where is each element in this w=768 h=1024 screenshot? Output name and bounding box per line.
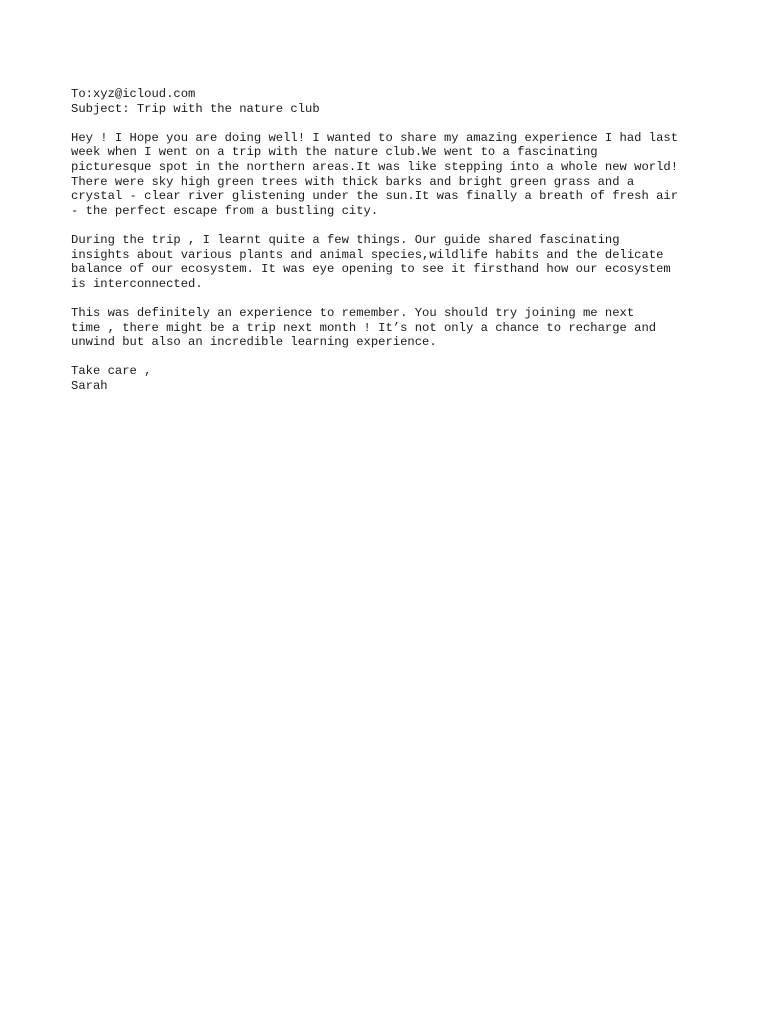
email-document <box>71 87 711 393</box>
paragraph-line: This was definitely an experience to remember. You should try joining me next <box>71 305 635 320</box>
paragraph-line: During the trip , I learnt quite a few things. Our guide shared fascinating <box>71 232 620 247</box>
paragraph-line: crystal - clear river glistening under the sun.It was finally a breath of fresh air <box>71 189 679 204</box>
paragraph-1 <box>71 131 711 219</box>
paragraph-line: picturesque spot in the northern areas.It was like stepping into a whole new world! <box>71 159 679 174</box>
paragraph-line: - the perfect escape from a bustling city. <box>71 203 379 218</box>
paragraph-3 <box>71 306 711 350</box>
paragraph-line: Hey ! I Hope you are doing well! I wanted to share my amazing experience I had last <box>71 130 679 145</box>
paragraph-line: week when I went on a trip with the nature club.We went to a fascinating <box>71 145 598 160</box>
paragraph-line: insights about various plants and animal species,wildlife habits and the delicate <box>71 247 664 262</box>
paragraph-line: balance of our ecosystem. It was eye opening to see it firsthand how our ecosystem <box>71 262 671 277</box>
spacer <box>71 218 711 233</box>
email-signature: Sarah <box>71 378 108 393</box>
paragraph-2 <box>71 233 711 291</box>
paragraph-line: is interconnected. <box>71 276 203 291</box>
spacer <box>71 116 711 131</box>
email-subject-line: Subject: Trip with the nature club <box>71 101 320 116</box>
paragraph-line: time , there might be a trip next month ! It’s not only a chance to recharge and <box>71 320 657 335</box>
paragraph-line: unwind but also an incredible learning experience. <box>71 335 437 350</box>
paragraph-line: There were sky high green trees with thick barks and bright green grass and a <box>71 174 635 189</box>
email-closing: Take care , <box>71 364 152 379</box>
spacer <box>71 350 711 365</box>
email-to-line: To:xyz@icloud.com <box>71 87 196 101</box>
spacer <box>71 291 711 306</box>
